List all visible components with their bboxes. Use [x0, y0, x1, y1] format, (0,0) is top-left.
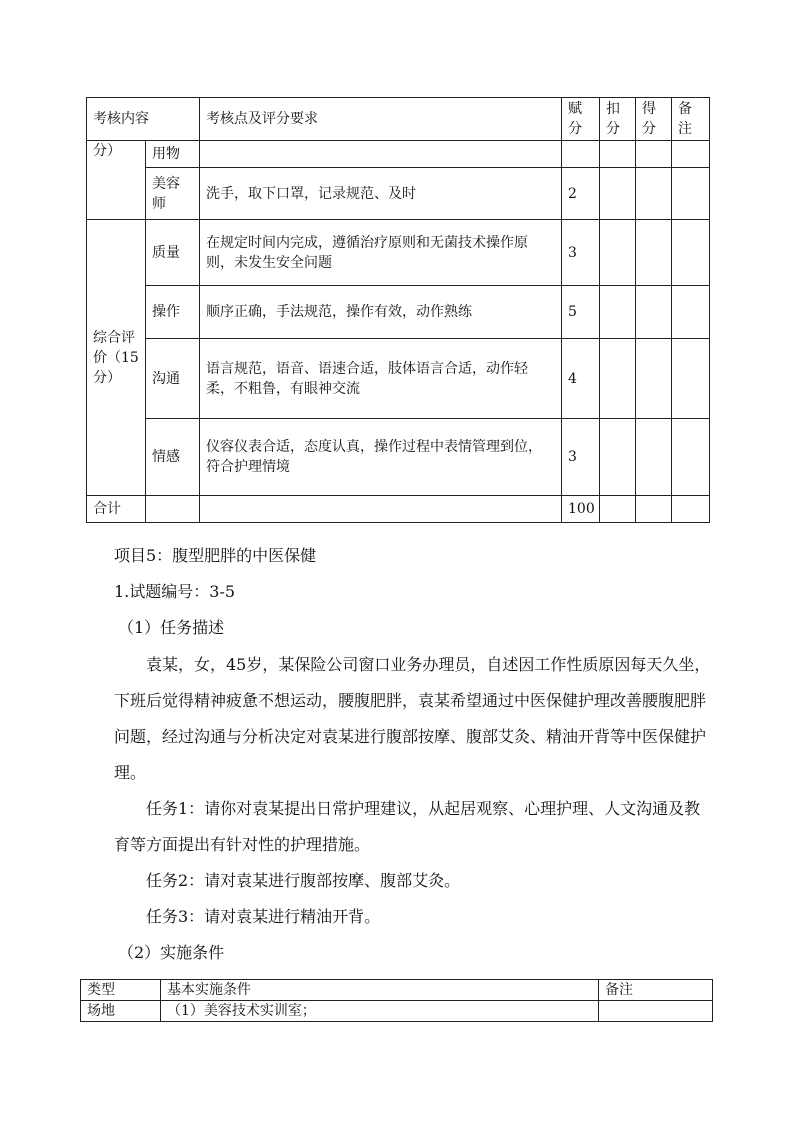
task-1-paragraph: 任务1：请你对袁某提出日常护理建议，从起居观察、心理护理、人文沟通及教育等方面提出有针对性的护理措施。: [114, 799, 701, 854]
points-cell: 仪容仪表合适，态度认真，操作过程中表情管理到位，符合护理情境: [200, 419, 562, 496]
condition-type: 场地: [81, 1001, 161, 1022]
empty-cell: [200, 496, 562, 523]
header-type: 类型: [81, 980, 161, 1001]
sub-item-cell: 操作: [146, 286, 200, 339]
header-note: 备注: [672, 98, 710, 141]
table-row: [87, 419, 710, 496]
header-got: 得分: [636, 98, 672, 141]
sub-item-cell: 用物: [146, 141, 200, 168]
empty-cell: [636, 286, 672, 339]
empty-cell: [600, 286, 636, 339]
sub-item-cell: 沟通: [146, 339, 200, 419]
header-content: 考核内容: [87, 98, 200, 141]
empty-cell: [672, 168, 710, 220]
empty-cell: [636, 141, 672, 168]
empty-cell: [672, 496, 710, 523]
conditions-header-row: [81, 980, 713, 1001]
score-cell: [562, 141, 600, 168]
points-cell: 洗手，取下口罩，记录规范、及时: [200, 168, 562, 220]
score-cell: 2: [562, 168, 600, 220]
points-cell: 语言规范，语音、语速合适，肢体语言合适，动作轻柔，不粗鲁，有眼神交流: [200, 339, 562, 419]
sub-item-cell: 情感: [146, 419, 200, 496]
task-3-paragraph: 任务3：请对袁某进行精油开背。: [146, 907, 381, 926]
section-task-description-title: （1）任务描述: [118, 618, 225, 637]
table-row: [87, 141, 710, 168]
empty-cell: [672, 220, 710, 286]
empty-cell: [636, 339, 672, 419]
table-row: [87, 220, 710, 286]
empty-cell: [600, 220, 636, 286]
empty-cell: [672, 141, 710, 168]
points-cell: [200, 141, 562, 168]
conditions-table: [80, 979, 713, 1022]
score-cell: 5: [562, 286, 600, 339]
comprehensive-label-cell: 综合评价（15分）: [87, 220, 146, 496]
empty-cell: [672, 339, 710, 419]
score-cell: 3: [562, 220, 600, 286]
empty-cell: [636, 496, 672, 523]
header-points: 考核点及评分要求: [200, 98, 562, 141]
conditions-row: [81, 1001, 713, 1022]
total-row: [87, 496, 710, 523]
total-label: 合计: [87, 496, 146, 523]
empty-cell: [636, 168, 672, 220]
assessment-table: [86, 97, 710, 523]
points-cell: 顺序正确，手法规范，操作有效，动作熟练: [200, 286, 562, 339]
header-score: 赋分: [562, 98, 600, 141]
condition-basic: （1）美容技术实训室；: [161, 1001, 599, 1022]
empty-cell: [600, 141, 636, 168]
table-row: [87, 339, 710, 419]
empty-cell: [636, 220, 672, 286]
sub-item-cell: 美容师: [146, 168, 200, 220]
task-2-paragraph: 任务2：请对袁某进行腹部按摩、腹部艾灸。: [146, 871, 461, 890]
score-cell: 4: [562, 339, 600, 419]
question-number: 1.试题编号：3-5: [114, 582, 236, 601]
empty-cell: [146, 496, 200, 523]
sub-item-cell: 质量: [146, 220, 200, 286]
table-header-row: [87, 98, 710, 141]
section-conditions-title: （2）实施条件: [118, 943, 225, 962]
points-cell: 在规定时间内完成，遵循治疗原则和无菌技术操作原则，未发生安全问题: [200, 220, 562, 286]
category-cell: 分）: [87, 141, 146, 220]
empty-cell: [600, 168, 636, 220]
header-basic: 基本实施条件: [161, 980, 599, 1001]
total-score: 100: [562, 496, 600, 523]
table-row: [87, 168, 710, 220]
score-cell: 3: [562, 419, 600, 496]
header-deduct: 扣分: [600, 98, 636, 141]
project-title: 项目5：腹型肥胖的中医保健: [114, 546, 317, 565]
empty-cell: [600, 419, 636, 496]
task-description-paragraph: 袁某，女，45岁，某保险公司窗口业务办理员，自述因工作性质原因每天久坐，下班后觉得精神疲惫不想运动，腰腹肥胖，袁某希望通过中医保健护理改善腰腹肥胖问题，经过沟通与分析决定对袁某进行腹部按摩、腹部艾灸、精油开背等中医保健护理。: [114, 655, 711, 782]
table-row: [87, 286, 710, 339]
empty-cell: [600, 339, 636, 419]
header-note: 备注: [599, 980, 713, 1001]
empty-cell: [600, 496, 636, 523]
condition-note: [599, 1001, 713, 1022]
empty-cell: [672, 286, 710, 339]
empty-cell: [636, 419, 672, 496]
empty-cell: [672, 419, 710, 496]
